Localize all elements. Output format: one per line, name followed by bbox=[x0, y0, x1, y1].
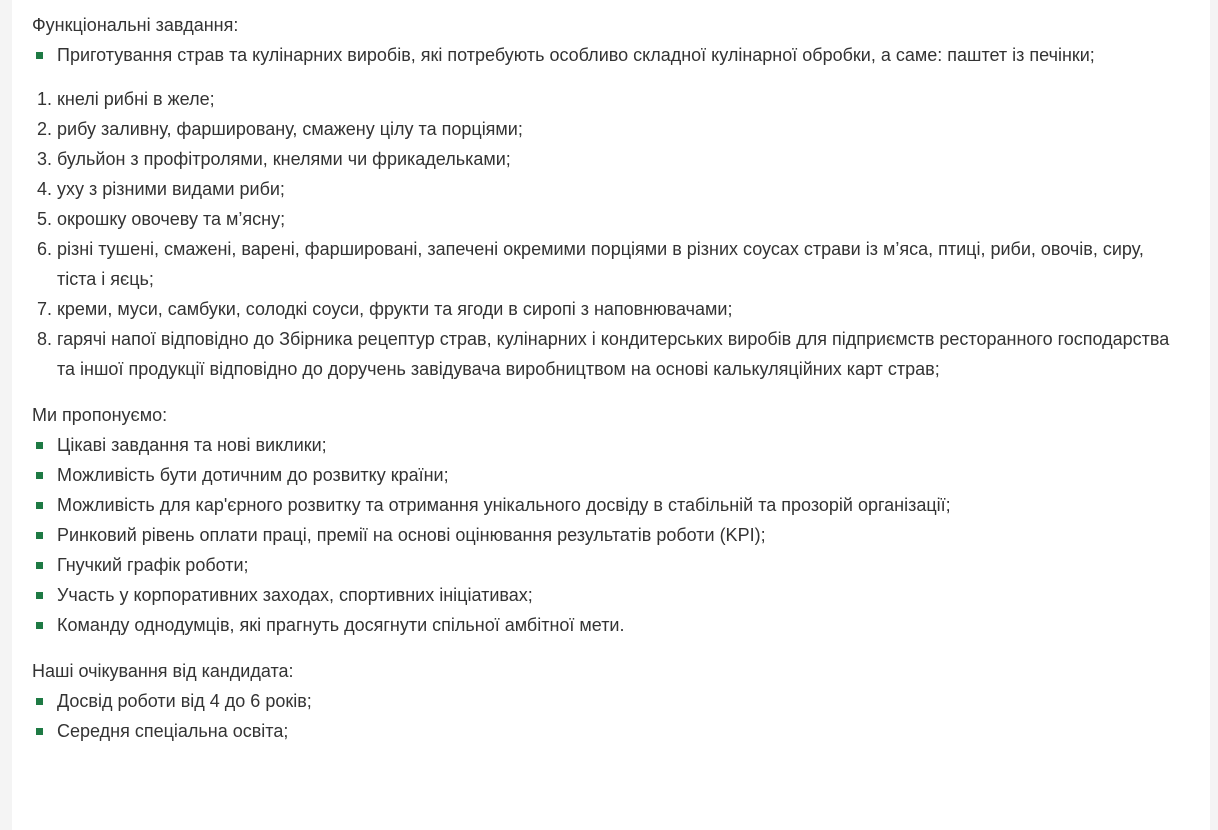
list-item-text: Середня спеціальна освіта; bbox=[57, 721, 289, 741]
list-number: 2. bbox=[37, 119, 53, 139]
square-bullet-icon bbox=[36, 622, 43, 629]
section-title-tasks: Функціональні завдання: bbox=[32, 15, 239, 35]
square-bullet-icon bbox=[36, 592, 43, 599]
list-number: 4. bbox=[37, 179, 53, 199]
list-item-text: гарячі напої відповідно до Збірника рецептур страв, кулінарних і кондитерських виробів для підприємств ресторанного господарства та іншої продукції відповідно до доручень завідувача виробництвом на основі калькуляційних карт страв; bbox=[57, 329, 1170, 379]
list-number: 7. bbox=[37, 299, 53, 319]
list-number: 3. bbox=[37, 149, 53, 169]
list-item bbox=[32, 610, 1177, 640]
list-number: 8. bbox=[37, 329, 53, 349]
square-bullet-icon bbox=[36, 562, 43, 569]
list-item-text: бульйон з профітролями, кнелями чи фрикадельками; bbox=[57, 149, 511, 169]
list-number: 5. bbox=[37, 209, 53, 229]
list-item-text: Приготування страв та кулінарних виробів, які потребують особливо складної кулінарної обробки, а саме: паштет із печінки; bbox=[57, 45, 1095, 65]
list-item bbox=[32, 430, 1177, 460]
list-item-text: Команду однодумців, які прагнуть досягнути спільної амбітної мети. bbox=[57, 615, 625, 635]
list-item-text: Можливість бути дотичним до розвитку країни; bbox=[57, 465, 449, 485]
tasks-numbered-list bbox=[32, 84, 1210, 384]
list-item-text: Гнучкий графік роботи; bbox=[57, 555, 249, 575]
list-item bbox=[32, 294, 1187, 324]
offer-bullet-list bbox=[32, 430, 1210, 640]
list-item bbox=[32, 716, 1177, 746]
list-item-text: Ринковий рівень оплати праці, премії на основі оцінювання результатів роботи (KPI); bbox=[57, 525, 766, 545]
square-bullet-icon bbox=[36, 472, 43, 479]
section-title-offer: Ми пропонуємо: bbox=[32, 405, 168, 425]
section-title-expectations: Наші очікування від кандидата: bbox=[32, 661, 294, 681]
list-item-text: кнелі рибні в желе; bbox=[57, 89, 215, 109]
square-bullet-icon bbox=[36, 532, 43, 539]
square-bullet-icon bbox=[36, 502, 43, 509]
list-number: 6. bbox=[37, 239, 53, 259]
list-item bbox=[32, 144, 1187, 174]
list-item bbox=[32, 460, 1177, 490]
list-item bbox=[32, 580, 1177, 610]
list-item-text: Можливість для кар'єрного розвитку та отримання унікального досвіду в стабільній та прозорій організації; bbox=[57, 495, 951, 515]
list-item bbox=[32, 174, 1187, 204]
list-item-text: уху з різними видами риби; bbox=[57, 179, 285, 199]
list-item bbox=[32, 84, 1187, 114]
list-item-text: окрошку овочеву та м’ясну; bbox=[57, 209, 286, 229]
list-item bbox=[32, 490, 1177, 520]
square-bullet-icon bbox=[36, 442, 43, 449]
list-item-text: рибу заливну, фаршировану, смажену цілу та порціями; bbox=[57, 119, 523, 139]
list-item-text: різні тушені, смажені, варені, фаршировані, запечені окремими порціями в різних соусах страви із м’яса, птиці, риби, овочів, сиру, тіста і яєць; bbox=[57, 239, 1144, 289]
list-item bbox=[32, 520, 1177, 550]
list-item-text: Участь у корпоративних заходах, спортивних ініціативах; bbox=[57, 585, 533, 605]
list-item bbox=[32, 234, 1187, 294]
list-item bbox=[32, 324, 1187, 384]
square-bullet-icon bbox=[36, 52, 43, 59]
list-item bbox=[32, 686, 1177, 716]
list-item-text: Цікаві завдання та нові виклики; bbox=[57, 435, 327, 455]
square-bullet-icon bbox=[36, 728, 43, 735]
job-description-card bbox=[12, 0, 1210, 830]
list-item bbox=[32, 204, 1187, 234]
list-number: 1. bbox=[37, 89, 53, 109]
tasks-bullet-list bbox=[32, 40, 1210, 70]
list-item bbox=[32, 40, 1177, 70]
list-item-text: Досвід роботи від 4 до 6 років; bbox=[57, 691, 312, 711]
expectations-bullet-list bbox=[32, 686, 1210, 746]
list-item bbox=[32, 550, 1177, 580]
square-bullet-icon bbox=[36, 698, 43, 705]
list-item-text: креми, муси, самбуки, солодкі соуси, фрукти та ягоди в сиропі з наповнювачами; bbox=[57, 299, 733, 319]
list-item bbox=[32, 114, 1187, 144]
